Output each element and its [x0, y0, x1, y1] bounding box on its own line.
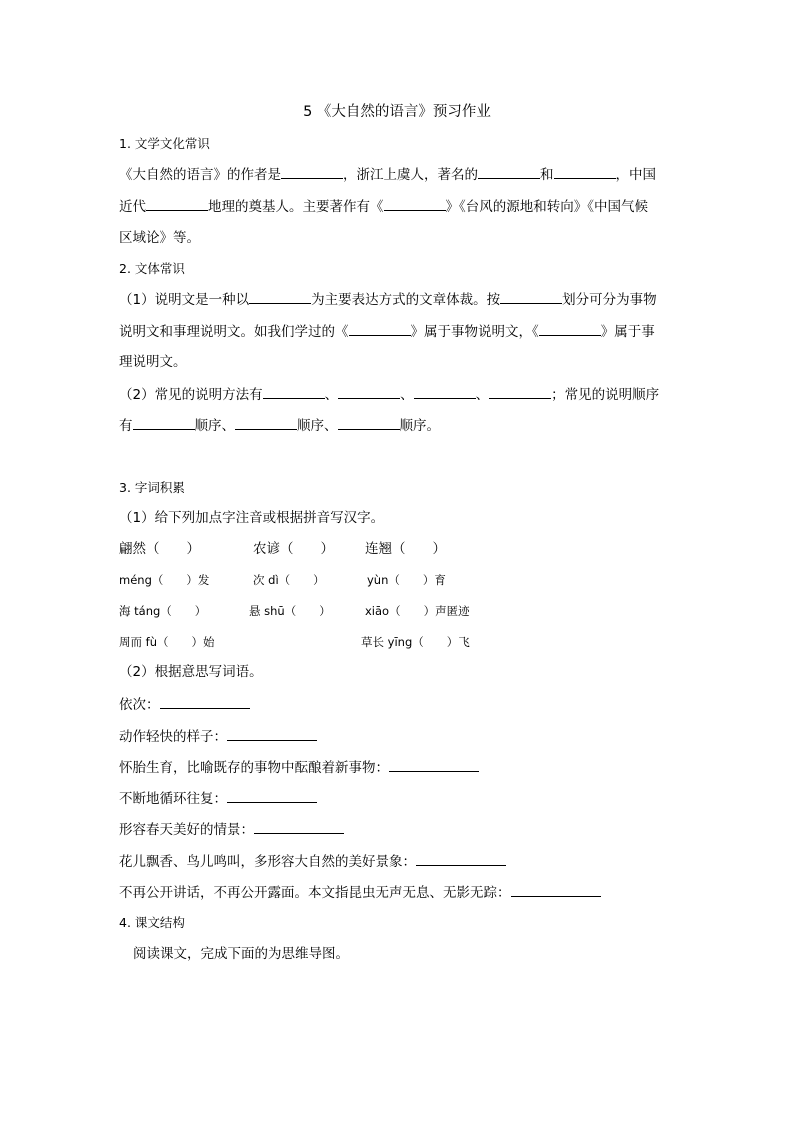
s1-line-1	[119, 164, 679, 185]
text: 》属于事	[600, 324, 655, 340]
text: 和	[540, 167, 554, 183]
text: 近代	[119, 199, 146, 215]
text: 顺序、	[297, 418, 338, 434]
section-4-heading: 4. 课文结构	[119, 915, 185, 930]
s2-p1-line-1	[119, 289, 679, 310]
answer-blank[interactable]	[389, 757, 479, 772]
s3-q1: （1）给下列加点字注音或根据拼音写汉字。	[119, 510, 385, 526]
text: （2）常见的说明方法有	[119, 387, 263, 403]
text: 形容春天美好的情景：	[119, 822, 254, 838]
text: 》《台风的源地和转向》《中国气候	[445, 199, 648, 215]
s3-q2: （2）根据意思写词语。	[119, 664, 263, 680]
blank-field-2[interactable]	[554, 164, 616, 179]
def-line-4	[119, 788, 679, 809]
answer-blank[interactable]	[227, 726, 317, 741]
text: 怀胎生育，比喻既存的事物中酝酿着新事物：	[119, 760, 389, 776]
word-item: 农谚（ ）	[253, 541, 334, 557]
text: ，浙江上虞人，著名的	[343, 167, 478, 183]
def-line-3	[119, 757, 679, 778]
section-3-heading: 3. 字词积累	[119, 480, 185, 495]
s2-p1-line-2	[119, 321, 679, 342]
text: ，中国	[615, 167, 656, 183]
text: ；常见的说明顺序	[551, 387, 660, 403]
def-line-6	[119, 851, 679, 872]
text: 为主要表达方式的文章体裁。按	[311, 292, 501, 308]
word-item: yùn（ ）育	[367, 573, 446, 587]
text: 划分可分为事物	[562, 292, 657, 308]
blank-thing-text[interactable]	[349, 321, 411, 336]
text: 动作轻快的样子：	[119, 729, 227, 745]
page-title: 5 《大自然的语言》预习作业	[303, 104, 491, 120]
word-item: xiāo（ ）声匿迹	[365, 604, 470, 618]
blank-method-4[interactable]	[489, 384, 551, 399]
text: 《大自然的语言》的作者是	[119, 167, 281, 183]
text: 不断地循环往复：	[119, 791, 227, 807]
s2-p2-line-2	[119, 415, 679, 436]
s4-instruction: 阅读课文，完成下面的为思维导图。	[133, 946, 349, 962]
word-item: 翩然（ ）	[119, 541, 200, 557]
blank-order-1[interactable]	[133, 415, 195, 430]
text: 说明文和事理说明文。如我们学过的《	[119, 324, 349, 340]
def-line-1	[119, 694, 679, 715]
answer-blank[interactable]	[416, 851, 506, 866]
def-line-5	[119, 819, 679, 840]
blank-field-1[interactable]	[478, 164, 540, 179]
blank-work[interactable]	[384, 196, 446, 211]
text: 、	[400, 387, 414, 403]
text: 依次：	[119, 697, 160, 713]
word-item: 周而 fù（ ）始	[119, 635, 215, 649]
s2-p1-line-3: 理说明文。	[119, 354, 187, 370]
blank-order-3[interactable]	[338, 415, 400, 430]
blank-method-2[interactable]	[338, 384, 400, 399]
s2-p2-line-1	[119, 384, 679, 405]
word-item: 海 táng（ ）	[119, 604, 207, 618]
text: 不再公开讲话，不再公开露面。本文指昆虫无声无息、无影无踪：	[119, 885, 511, 901]
text: 花儿飘香、鸟儿鸣叫，多形容大自然的美好景象：	[119, 854, 416, 870]
text: 顺序、	[194, 418, 235, 434]
word-item: 悬 shū（ ）	[249, 604, 331, 618]
blank-expression[interactable]	[249, 289, 311, 304]
text: 》属于事物说明文，《	[410, 324, 539, 340]
answer-blank[interactable]	[511, 882, 601, 897]
section-1-heading: 1. 文学文化常识	[119, 136, 210, 151]
section-2-heading: 2. 文体常识	[119, 261, 185, 276]
blank-method-3[interactable]	[414, 384, 476, 399]
answer-blank[interactable]	[227, 788, 317, 803]
word-item: 连翘（ ）	[365, 541, 446, 557]
answer-blank[interactable]	[160, 694, 250, 709]
blank-method-1[interactable]	[263, 384, 325, 399]
answer-blank[interactable]	[254, 819, 344, 834]
text: 地理的奠基人。主要著作有《	[208, 199, 384, 215]
word-item: méng（ ）发	[119, 573, 210, 587]
text: （1）说明文是一种以	[119, 292, 250, 308]
s1-line-3: 区域论》等。	[119, 230, 200, 246]
s1-line-2	[119, 196, 679, 217]
text: 、	[324, 387, 339, 403]
blank-author[interactable]	[281, 164, 343, 179]
blank-order-2[interactable]	[235, 415, 297, 430]
word-item: 草长 yīng（ ）飞	[361, 635, 470, 649]
blank-geography[interactable]	[146, 196, 208, 211]
def-line-2	[119, 726, 679, 747]
text: 有	[119, 418, 133, 434]
blank-division[interactable]	[500, 289, 562, 304]
text: 、	[475, 387, 490, 403]
text: 顺序。	[399, 418, 440, 434]
word-item: 次 dì（ ）	[253, 573, 325, 587]
def-line-7	[119, 882, 679, 903]
blank-reason-text[interactable]	[539, 321, 601, 336]
